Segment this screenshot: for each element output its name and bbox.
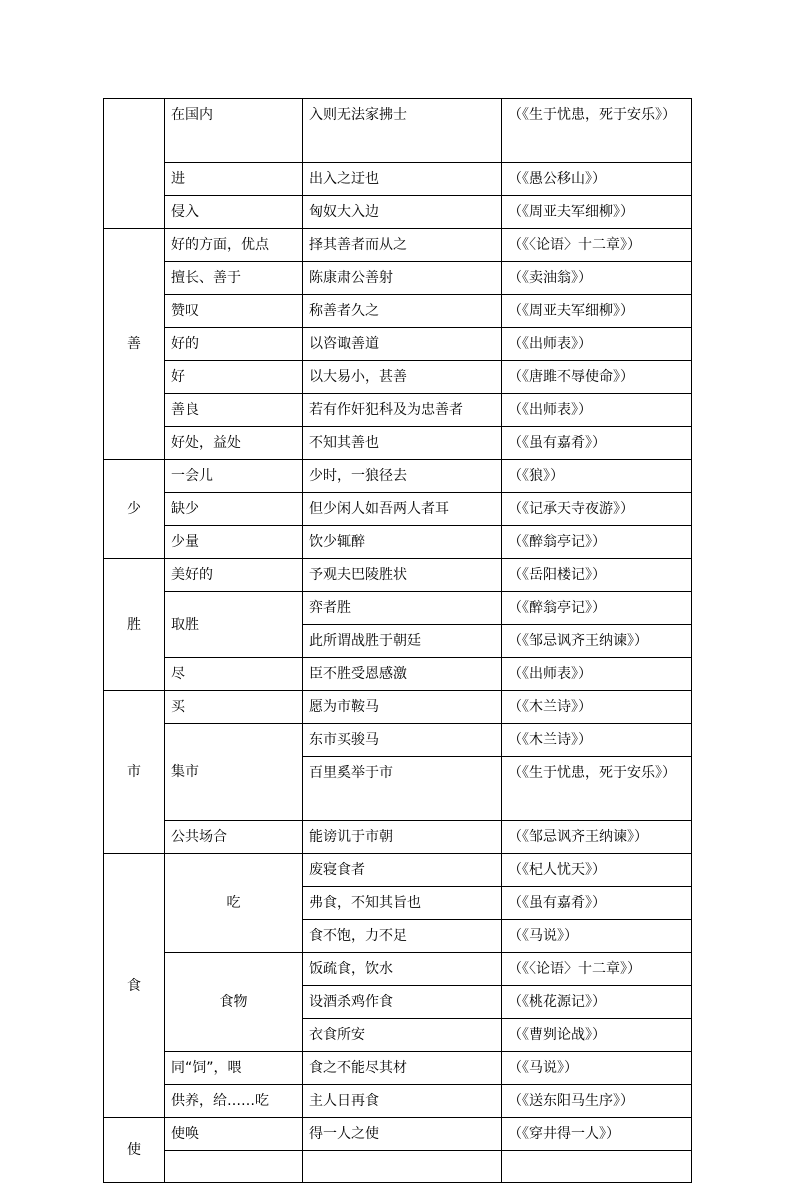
example-cell: 能谤讥于市朝 <box>303 821 502 854</box>
source-cell: （《杞人忧天》） <box>502 854 692 887</box>
source-cell: （《记承天寺夜游》） <box>502 493 692 526</box>
example-cell: 少时，一狼径去 <box>303 460 502 493</box>
meaning-cell: 擅长、善于 <box>165 262 303 295</box>
meaning-cell: 缺少 <box>165 493 303 526</box>
table-row <box>104 394 692 427</box>
source-cell: （《邹忌讽齐王纳谏》） <box>502 625 692 658</box>
source-cell: （《狼》） <box>502 460 692 493</box>
meaning-cell: 好 <box>165 361 303 394</box>
source-cell <box>502 1151 692 1183</box>
source-cell: （《唐雎不辱使命》） <box>502 361 692 394</box>
source-cell: （《马说》） <box>502 1052 692 1085</box>
meaning-cell: 好的方面，优点 <box>165 229 303 262</box>
example-cell: 匈奴大入边 <box>303 196 502 229</box>
table-row <box>104 1085 692 1118</box>
source-cell: （《木兰诗》） <box>502 691 692 724</box>
headword-cell: 善 <box>104 229 165 460</box>
table-row <box>104 361 692 394</box>
table-row <box>104 328 692 361</box>
headword-cell: 使 <box>104 1118 165 1183</box>
example-cell: 予观夫巴陵胜状 <box>303 559 502 592</box>
source-cell: （《岳阳楼记》） <box>502 559 692 592</box>
meaning-cell: 取胜 <box>165 592 303 658</box>
table-row <box>104 1052 692 1085</box>
table-row <box>104 295 692 328</box>
source-cell: （《生于忧患，死于安乐》） <box>502 757 692 821</box>
source-cell: （《出师表》） <box>502 394 692 427</box>
table-row <box>104 691 692 724</box>
table-row <box>104 724 692 757</box>
source-cell: （《醉翁亭记》） <box>502 526 692 559</box>
table-row <box>104 821 692 854</box>
example-cell: 愿为市鞍马 <box>303 691 502 724</box>
headword-cell: 食 <box>104 854 165 1118</box>
example-cell: 但少闲人如吾两人者耳 <box>303 493 502 526</box>
table-row <box>104 460 692 493</box>
meaning-cell: 赞叹 <box>165 295 303 328</box>
table-row <box>104 1151 692 1183</box>
table-row <box>104 427 692 460</box>
source-cell: （《出师表》） <box>502 658 692 691</box>
source-cell: （《醉翁亭记》） <box>502 592 692 625</box>
meaning-cell: 买 <box>165 691 303 724</box>
source-cell: （《卖油翁》） <box>502 262 692 295</box>
example-cell: 食不饱，力不足 <box>303 920 502 953</box>
source-cell: （《虽有嘉肴》） <box>502 887 692 920</box>
meaning-cell: 同“饲”，喂 <box>165 1052 303 1085</box>
example-cell: 饮少辄醉 <box>303 526 502 559</box>
headword-cell <box>104 99 165 229</box>
example-cell: 废寝食者 <box>303 854 502 887</box>
table-row <box>104 953 692 986</box>
source-cell: （《〈论语〉十二章》） <box>502 953 692 986</box>
example-cell: 衣食所安 <box>303 1019 502 1052</box>
source-cell: （《邹忌讽齐王纳谏》） <box>502 821 692 854</box>
table-row <box>104 196 692 229</box>
headword-cell: 少 <box>104 460 165 559</box>
source-cell: （《马说》） <box>502 920 692 953</box>
example-cell: 百里奚举于市 <box>303 757 502 821</box>
table-row <box>104 99 692 163</box>
meaning-cell <box>165 1151 303 1183</box>
example-cell: 出入之迂也 <box>303 163 502 196</box>
example-cell: 设酒杀鸡作食 <box>303 986 502 1019</box>
source-cell: （《曹刿论战》） <box>502 1019 692 1052</box>
example-cell: 得一人之使 <box>303 1118 502 1151</box>
meaning-cell: 侵入 <box>165 196 303 229</box>
headword-cell: 胜 <box>104 559 165 691</box>
meaning-cell: 食物 <box>165 953 303 1052</box>
meaning-cell: 公共场合 <box>165 821 303 854</box>
meaning-cell: 尽 <box>165 658 303 691</box>
meaning-cell: 供养，给……吃 <box>165 1085 303 1118</box>
source-cell: （《穿井得一人》） <box>502 1118 692 1151</box>
example-cell: 弗食，不知其旨也 <box>303 887 502 920</box>
meaning-cell: 在国内 <box>165 99 303 163</box>
example-cell: 若有作奸犯科及为忠善者 <box>303 394 502 427</box>
table-row <box>104 559 692 592</box>
example-cell: 入则无法家拂士 <box>303 99 502 163</box>
table-row <box>104 163 692 196</box>
source-cell: （《周亚夫军细柳》） <box>502 295 692 328</box>
table-row <box>104 262 692 295</box>
source-cell: （《出师表》） <box>502 328 692 361</box>
meaning-cell: 一会儿 <box>165 460 303 493</box>
table-row <box>104 658 692 691</box>
example-cell: 主人日再食 <box>303 1085 502 1118</box>
meaning-cell: 吃 <box>165 854 303 953</box>
source-cell: （《〈论语〉十二章》） <box>502 229 692 262</box>
meaning-cell: 好处，益处 <box>165 427 303 460</box>
source-cell: （《虽有嘉肴》） <box>502 427 692 460</box>
table-row <box>104 229 692 262</box>
example-cell: 陈康肃公善射 <box>303 262 502 295</box>
table-row <box>104 592 692 625</box>
meaning-cell: 少量 <box>165 526 303 559</box>
source-cell: （《愚公移山》） <box>502 163 692 196</box>
table-row <box>104 1118 692 1151</box>
example-cell: 称善者久之 <box>303 295 502 328</box>
meaning-cell: 集市 <box>165 724 303 821</box>
meaning-cell: 进 <box>165 163 303 196</box>
example-cell: 饭疏食，饮水 <box>303 953 502 986</box>
source-cell: （《生于忧患，死于安乐》） <box>502 99 692 163</box>
table-row <box>104 493 692 526</box>
example-cell: 东市买骏马 <box>303 724 502 757</box>
meaning-cell: 使唤 <box>165 1118 303 1151</box>
vocabulary-table-body <box>104 99 692 1183</box>
source-cell: （《送东阳马生序》） <box>502 1085 692 1118</box>
example-cell: 以大易小，甚善 <box>303 361 502 394</box>
example-cell: 以咨诹善道 <box>303 328 502 361</box>
table-row <box>104 526 692 559</box>
vocabulary-table <box>103 98 692 1183</box>
source-cell: （《木兰诗》） <box>502 724 692 757</box>
meaning-cell: 善良 <box>165 394 303 427</box>
example-cell: 弈者胜 <box>303 592 502 625</box>
headword-cell: 市 <box>104 691 165 854</box>
example-cell: 食之不能尽其材 <box>303 1052 502 1085</box>
meaning-cell: 美好的 <box>165 559 303 592</box>
example-cell <box>303 1151 502 1183</box>
example-cell: 择其善者而从之 <box>303 229 502 262</box>
source-cell: （《桃花源记》） <box>502 986 692 1019</box>
table-row <box>104 854 692 887</box>
example-cell: 不知其善也 <box>303 427 502 460</box>
source-cell: （《周亚夫军细柳》） <box>502 196 692 229</box>
example-cell: 臣不胜受恩感激 <box>303 658 502 691</box>
example-cell: 此所谓战胜于朝廷 <box>303 625 502 658</box>
meaning-cell: 好的 <box>165 328 303 361</box>
